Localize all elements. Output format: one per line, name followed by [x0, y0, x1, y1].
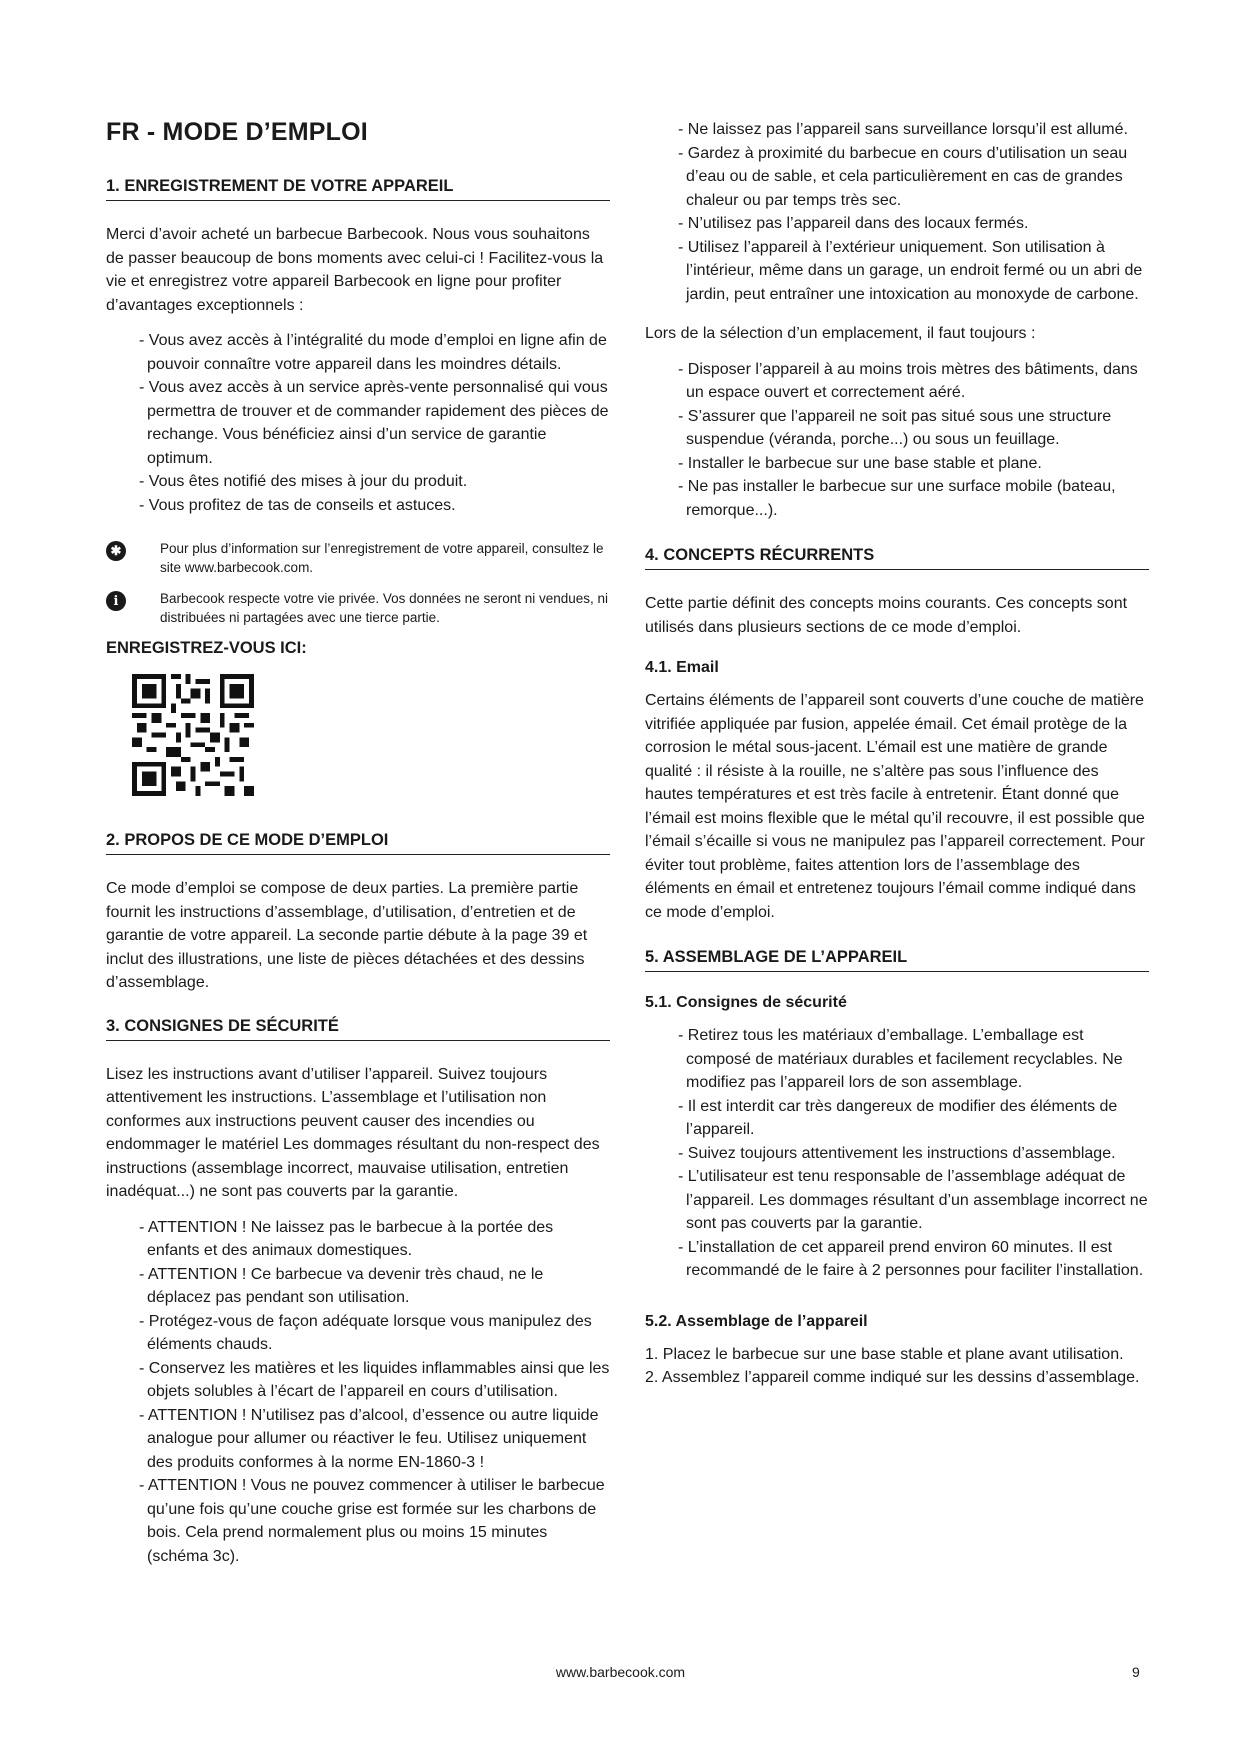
list-item: - Il est interdit car très dangereux de modifier des éléments de l’appareil. [678, 1097, 1118, 1138]
right-column [645, 118, 1149, 1390]
registration-intro: Merci d’avoir acheté un barbecue Barbecook. Nous vous souhaitons de passer beaucoup de bons moments avec celui-ci ! Facilitez-vous la vie et enregistrez votre appareil Barbecook en ligne pour profiter d’avantages exceptionnels : [106, 226, 604, 314]
lightbulb-icon: ✱ [106, 541, 126, 561]
about-text: Ce mode d’emploi se compose de deux parties. La première partie fournit les instructions d’assemblage, d’utilisation, d’entretien et de garantie de votre appareil. La seconde partie débute à la page 39 et inclut des illustrations, une liste de pièces détachées et des dessins d’assemblage. [106, 880, 588, 991]
tip-note-text: Pour plus d’information sur l’enregistrement de votre appareil, consultez le site www.barbecook.com. [160, 541, 604, 575]
list-item: - ATTENTION ! Ne laissez pas le barbecue à la portée des enfants et des animaux domestiques. [139, 1218, 554, 1259]
list-item: - Vous avez accès à l’intégralité du mode d’emploi en ligne afin de pouvoir connaître votre appareil dans les moindres détails. [139, 332, 607, 373]
list-item: 2. Assemblez l’appareil comme indiqué sur les dessins d’assemblage. [645, 1369, 1140, 1386]
list-item: - Vous êtes notifié des mises à jour du produit. [139, 473, 468, 490]
safety-list-continued [645, 118, 1149, 306]
location-intro: Lors de la sélection d’un emplacement, il faut toujours : [645, 325, 1036, 342]
list-item: - Installer le barbecue sur une base stable et plane. [678, 454, 1042, 472]
info-note-text: Barbecook respecte votre vie privée. Vos données ne seront ni vendues, ni distribuées ni partagées avec une tierce partie. [160, 591, 609, 625]
list-item: - Protégez-vous de façon adéquate lorsque vous manipulez des éléments chauds. [139, 1312, 592, 1353]
section-heading-concepts: 4. CONCEPTS RÉCURRENTS [645, 546, 1149, 570]
list-item: - ATTENTION ! Ce barbecue va devenir très chaud, ne le déplacez pas pendant son utilisation. [139, 1265, 544, 1306]
safety-intro: Lisez les instructions avant d’utiliser l’appareil. Suivez toujours attentivement les instructions. L’assemblage et l’utilisation non conformes aux instructions peuvent causer des incendies ou endommager le matériel Les dommages résultant du non-respect des instructions (assemblage incorrect, mauvaise utilisation, entretien inadéquat...) ne sont pas couverts par la garantie. [106, 1065, 600, 1200]
qr-code-icon[interactable] [132, 674, 254, 796]
list-item: - Vous avez accès à un service après-vente personnalisé qui vous permettra de trouver et de commander rapidement des pièces de rechange. Vous bénéficiez ainsi d’un service de garantie optimum. [139, 379, 609, 467]
list-item: - Gardez à proximité du barbecue en cours d’utilisation un seau d’eau ou de sable, et cela particulièrement en cas de grandes chaleur ou par temps très sec. [678, 144, 1128, 209]
info-note [106, 589, 610, 627]
list-item: - Utilisez l’appareil à l’extérieur uniquement. Son utilisation à l’intérieur, même dans un garage, un endroit fermé ou un abri de jardin, peut entraîner une intoxication au monoxyde de carbone. [678, 238, 1143, 303]
list-item: - L’installation de cet appareil prend environ 60 minutes. Il est recommandé de le faire à 2 personnes pour faciliter l’installation. [678, 1238, 1144, 1279]
subheading-email: 4.1. Email [645, 659, 719, 676]
tip-note [106, 539, 610, 577]
section-heading-assembly: 5. ASSEMBLAGE DE L’APPAREIL [645, 948, 1149, 972]
page-number: 9 [1132, 1664, 1140, 1680]
list-item: - Vous profitez de tas de conseils et astuces. [139, 496, 456, 514]
page-title: FR - MODE D’EMPLOI [106, 118, 368, 146]
list-item: - Disposer l’appareil à au moins trois mètres des bâtiments, dans un espace ouvert et correctement aéré. [678, 360, 1138, 401]
info-icon: i [106, 591, 126, 611]
subheading-assembly-safety: 5.1. Consignes de sécurité [645, 994, 847, 1011]
concepts-intro: Cette partie définit des concepts moins courants. Ces concepts sont utilisés dans plusieurs sections de ce mode d’emploi. [645, 595, 1128, 636]
list-item: - L’utilisateur est tenu responsable de l’assemblage adéquat de l’appareil. Les dommages résultant d’un assemblage incorrect ne sont pas couverts par la garantie. [678, 1168, 1148, 1232]
email-text: Certains éléments de l’appareil sont couverts d’une couche de matière vitrifiée appliquée par fusion, appelée émail. Cet émail protège de la corrosion le métal sous-jacent. L’émail est une matière de grande qualité : il résiste à la rouille, ne s’altère pas sous l’influence des hautes températures et est très facile à entretenir. Étant donné que l’émail est moins flexible que le métal qu’il recouvre, il est possible que l’émail s’écaille si vous ne manipulez pas l’appareil correctement. Pour éviter tout problème, faites attention lors de l’assemblage des éléments en émail et entretenez toujours l’émail comme indiqué dans ce mode d’emploi. [645, 692, 1145, 921]
left-column [106, 100, 610, 1590]
assembly-steps-list [645, 1343, 1149, 1390]
list-item: - Retirez tous les matériaux d’emballage. L’emballage est composé de matériaux durables et facilement recyclables. Ne modifiez pas l’appareil lors de son assemblage. [678, 1027, 1123, 1091]
subheading-assembly-steps: 5.2. Assemblage de l’appareil [645, 1312, 868, 1330]
list-item: - ATTENTION ! N’utilisez pas d’alcool, d’essence ou autre liquide analogue pour allumer ou réactiver le feu. Utilisez uniquement des produits conformes à la norme EN-1860-3 ! [139, 1406, 599, 1471]
section-heading-about: 2. PROPOS DE CE MODE D’EMPLOI [106, 831, 610, 855]
assembly-safety-list [645, 1024, 1149, 1283]
footer-url[interactable]: www.barbecook.com [555, 1664, 686, 1680]
list-item: - ATTENTION ! Vous ne pouvez commencer à utiliser le barbecue qu’une fois qu’une couche grise est formée sur les charbons de bois. Cela prend normalement plus ou moins 15 minutes (schéma 3c). [139, 1477, 605, 1565]
location-list [645, 358, 1149, 523]
list-item: - S’assurer que l’appareil ne soit pas situé sous une structure suspendue (véranda, porche...) ou sous un feuillage. [678, 407, 1112, 448]
section-heading-registration: 1. ENREGISTREMENT DE VOTRE APPAREIL [106, 177, 610, 201]
registration-benefits-list [106, 329, 610, 517]
list-item: - N’utilisez pas l’appareil dans des locaux fermés. [678, 215, 1029, 232]
list-item: - Conservez les matières et les liquides inflammables ainsi que les objets solubles à l’écart de l’appareil en cours d’utilisation. [139, 1359, 610, 1400]
section-heading-safety: 3. CONSIGNES DE SÉCURITÉ [106, 1017, 610, 1041]
register-label: ENREGISTREZ-VOUS ICI: [106, 639, 307, 657]
safety-list [106, 1216, 610, 1569]
list-item: - Suivez toujours attentivement les instructions d’assemblage. [678, 1144, 1116, 1162]
list-item: 1. Placez le barbecue sur une base stable et plane avant utilisation. [645, 1345, 1124, 1363]
list-item: - Ne pas installer le barbecue sur une surface mobile (bateau, remorque...). [678, 478, 1116, 519]
list-item: - Ne laissez pas l’appareil sans surveillance lorsqu’il est allumé. [678, 121, 1128, 138]
